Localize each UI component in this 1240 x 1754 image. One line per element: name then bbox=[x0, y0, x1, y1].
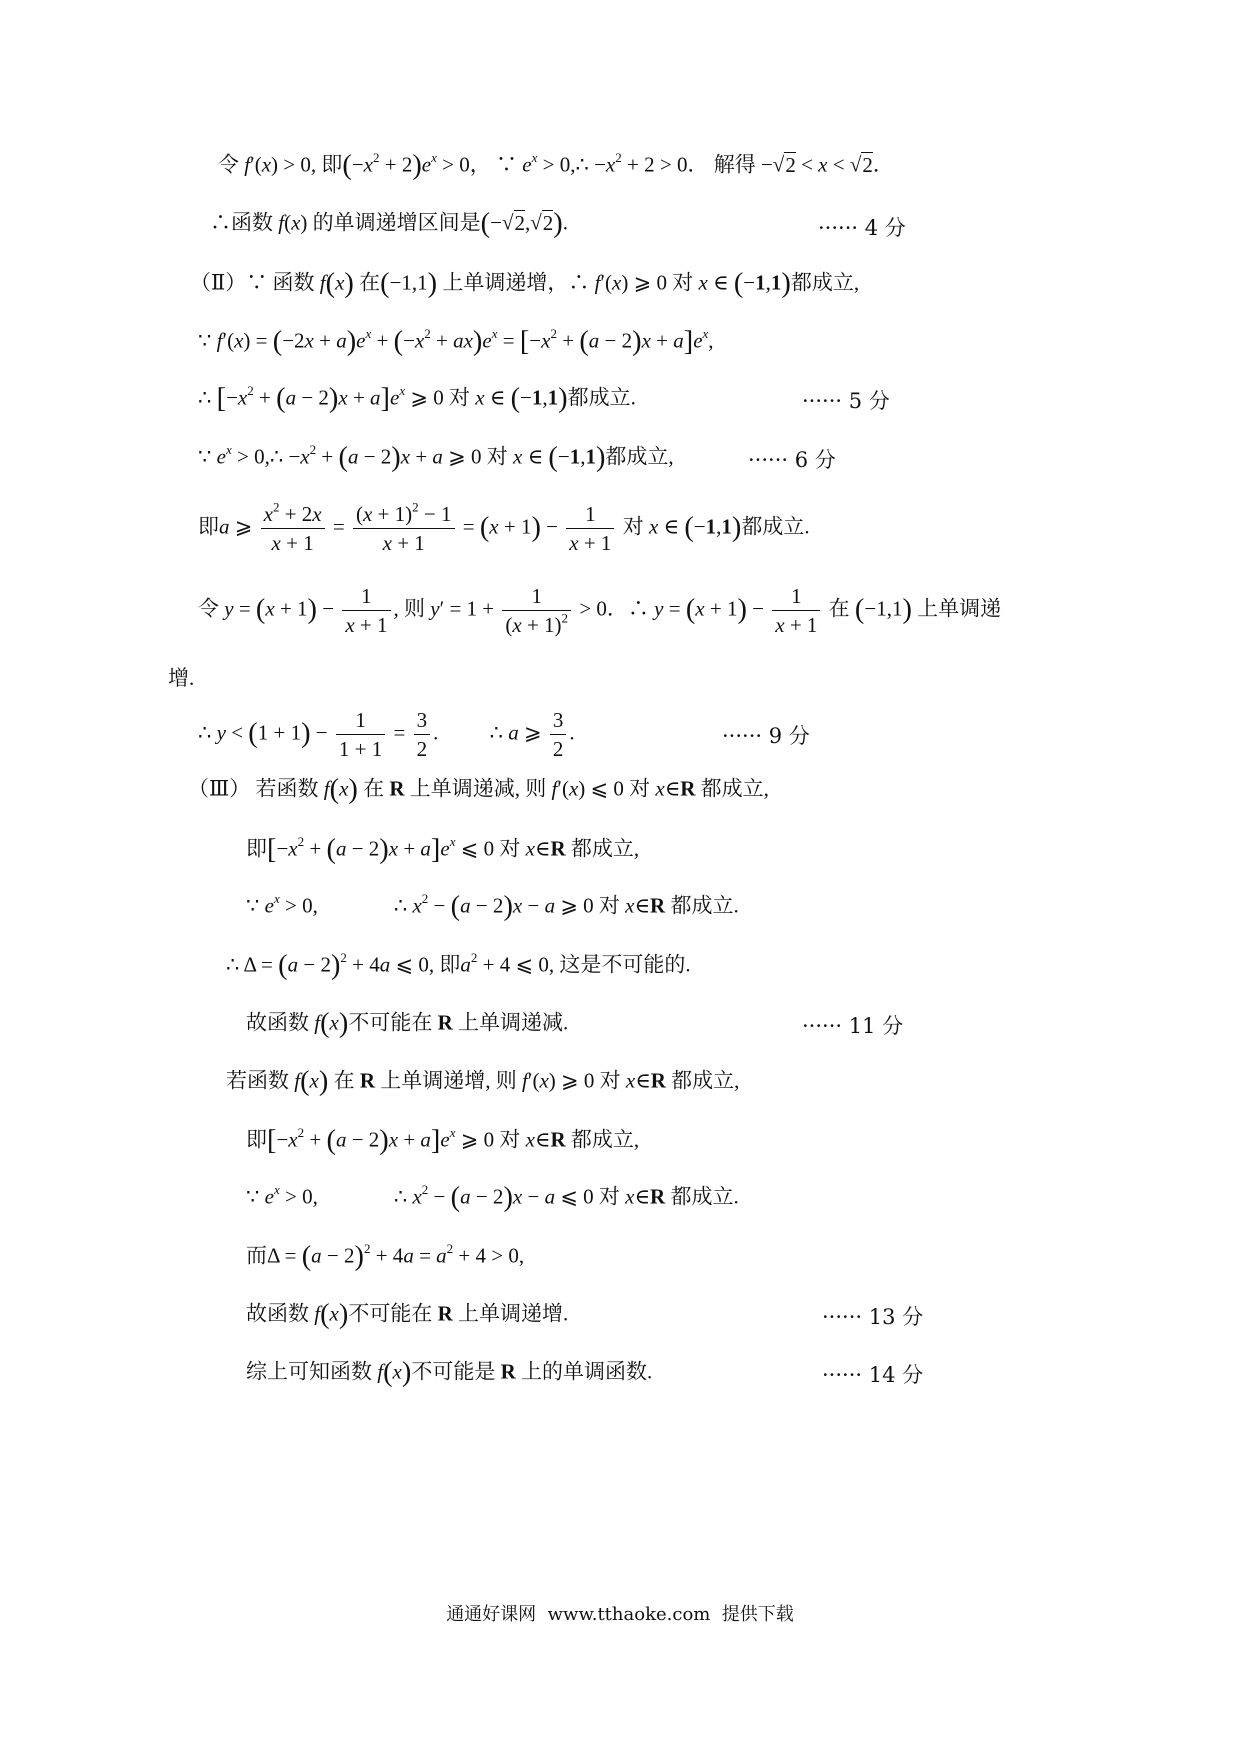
score-9: ······ 9 分 bbox=[722, 724, 810, 748]
footer-url[interactable]: www.tthaoke.com bbox=[547, 1604, 711, 1625]
text-jiede: 解得 bbox=[713, 152, 756, 177]
score-6: ······ 6 分 bbox=[748, 448, 836, 472]
line-5: ∴ $[-x^2 + (a - 2)x + a]e^x$ ⩾ 0 对 x ∈ (−1,1)都成立. bbox=[198, 382, 636, 414]
line-17: 即$[-x^2 + (a - 2)x + a]e^x$ ⩾ 0 对 x∈R 都成立, bbox=[246, 1124, 640, 1156]
line-12: 即$[-x^2 + (a - 2)x + a]e^x$ ⩽ 0 对 x∈R 都成立, bbox=[246, 833, 640, 865]
line-7: 即a ⩾ $\frac{x^2 + 2x}{x + 1}$ = $\frac{(x + 1)^2 - 1}{x + 1}$ = (x + 1) − $\frac{1}{x + 1}$ 对 x ∈ (−1,1)都成立. bbox=[198, 499, 810, 556]
score-4: ······ 4 分 bbox=[818, 216, 906, 240]
footer-suffix: 提供下载 bbox=[721, 1604, 794, 1625]
text-ji: 即 bbox=[321, 152, 343, 177]
text-ling: 令 bbox=[218, 152, 239, 177]
text-fn-intro: 函数 bbox=[231, 210, 273, 235]
line-3: （Ⅱ）∵ 函数 f(x) 在(−1,1) 上单调递增，∴ f′(x) ⩾ 0 对 x ∈ (−1,1)都成立, bbox=[190, 268, 860, 299]
line-15: 故函数 f(x)不可能在 R 上单调递减. bbox=[246, 1008, 569, 1039]
line-4: ∵ $f'(x) = (-2x + a)e^x + (-x^2 + ax)e^x = [-x^2 + (a - 2)x + a]e^x$, bbox=[198, 325, 714, 357]
score-13: ······ 13 分 bbox=[822, 1305, 924, 1329]
part-III-label: （Ⅲ） bbox=[188, 776, 251, 801]
line-14: ∴ $\Delta = (a - 2)^2 + 4a$ ⩽ 0, 即$a^2 + 4$ ⩽ 0, 这是不可能的. bbox=[226, 949, 691, 981]
footer-site: 通通好课网 bbox=[446, 1604, 537, 1625]
line-10: ∴ y < (1 + 1) − $\frac{1}{1 + 1}$ = $\frac{3}{2}$ . ∴ a ⩾ $\frac{3}{2}$ . bbox=[198, 708, 575, 762]
text-dandi-qujian: 的单调递增区间是 bbox=[312, 210, 481, 235]
text-shang-dandi: 上单调递 bbox=[917, 596, 1002, 621]
line-9 bbox=[168, 668, 194, 689]
line-19: 而$\Delta = (a - 2)^2 + 4a = a^2 + 4 > 0$, bbox=[246, 1240, 525, 1272]
line-6: ∵ $e^x$ > 0,∴ $-x^2 + (a - 2)x + a$ ⩾ 0 对 x ∈ (−1,1)都成立, bbox=[198, 441, 674, 473]
line-20: 故函数 f(x)不可能在 R 上单调递增. bbox=[246, 1299, 569, 1330]
line-18: ∵ $e^x > 0$, ∴ $x^2 - (a - 2)x - a$ ⩽ 0 对 x∈R 都成立. bbox=[246, 1181, 739, 1213]
page-footer bbox=[0, 1600, 1240, 1626]
score-11: ······ 11 分 bbox=[802, 1014, 904, 1038]
line-16: 若函数 f(x) 在 R 上单调递增, 则 f′(x) ⩾ 0 对 x∈R 都成立, bbox=[226, 1066, 740, 1097]
part-II-label: （Ⅱ） bbox=[190, 270, 247, 295]
line-13: ∵ $e^x > 0$, ∴ $x^2 - (a - 2)x - a$ ⩾ 0 对 x∈R 都成立. bbox=[246, 890, 739, 922]
line-11: （Ⅲ） 若函数 f(x) 在 R 上单调递减, 则 f′(x) ⩽ 0 对 x∈R 都成立, bbox=[188, 774, 769, 805]
line-1: 令 f′(x) > 0, 即$(-x^2 + 2)e^x > 0$， ∵ $e^x$ > 0,∴ $-x^2 + 2 > 0$． 解得 −√2 < x < √2． bbox=[218, 149, 894, 181]
line-2: ∴函数 f(x) 的单调递增区间是(−√2,√2). bbox=[210, 208, 568, 239]
text-zeng: 增. bbox=[168, 666, 195, 690]
line-8: 令 y = (x + 1) − $\frac{1}{x + 1}$ , 则 y′ = 1 + $\frac{1}{(x + 1)^2}$ > 0．∴ y = (x + 1) − $\frac{1}{x + 1}$ 在 (−1,1) 上单调递 bbox=[198, 584, 1002, 638]
line-21: 综上可知函数 f(x)不可能是 R 上的单调函数. bbox=[246, 1357, 653, 1388]
score-14: ······ 14 分 bbox=[822, 1363, 924, 1387]
score-5: ······ 5 分 bbox=[802, 389, 890, 413]
